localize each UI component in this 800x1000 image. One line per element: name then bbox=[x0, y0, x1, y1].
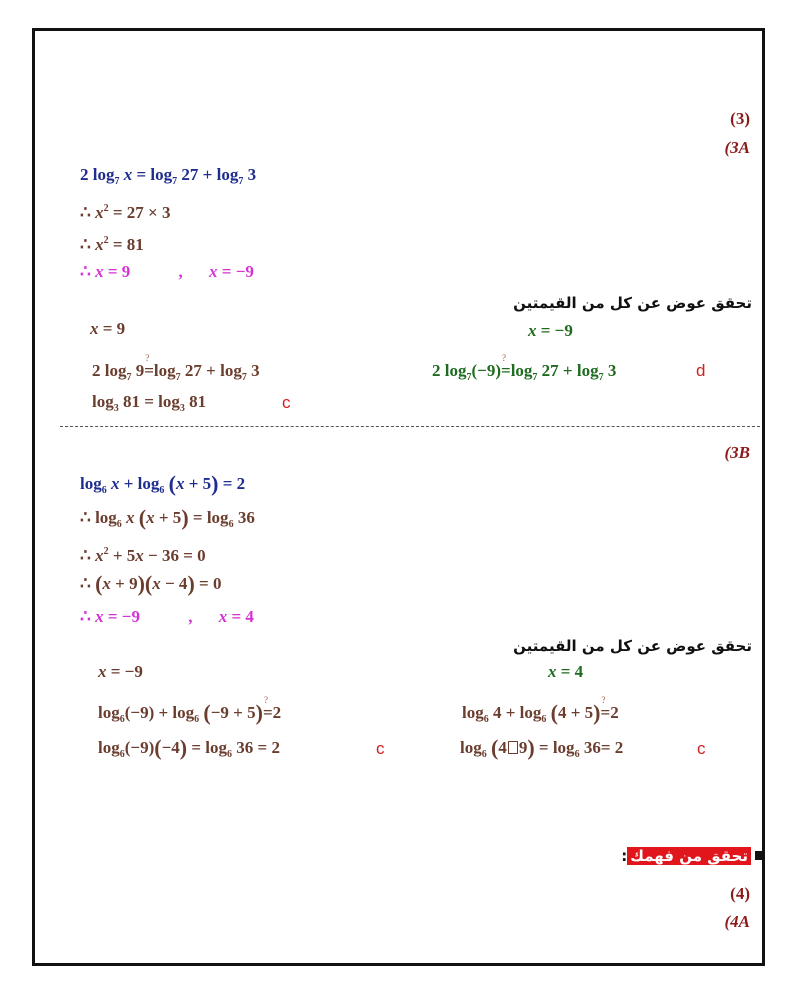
eq-3b-step-1: $\log_6 x + \log_6 (x + 5) = 2$ bbox=[80, 471, 246, 496]
eq-3b-step-3: ∴ $x^2 + 5x - 36 = 0$ bbox=[80, 546, 206, 565]
exercise-4-label: (4) bbox=[730, 884, 750, 903]
section-divider bbox=[60, 426, 760, 427]
eq-3a-step-2: ∴ $x^2 = 27 \times 3$ bbox=[80, 203, 171, 222]
check-3b-left-line-2: $\log_6(-9)(-4) = \log_6 36 = 2$ bbox=[98, 735, 280, 760]
heading-colon: : bbox=[621, 847, 628, 865]
check-3b-left-line-1: $\log_6(-9) + \log_6 (-9 + 5)$? =2 bbox=[98, 702, 281, 731]
check-3b-left-mark: c bbox=[376, 739, 385, 758]
check-3b-left-value: x = −9 bbox=[98, 662, 143, 681]
eq-3b-step-4: ∴ (x + 9)(x − 4) = 0 bbox=[80, 571, 222, 596]
check-understanding-heading bbox=[621, 845, 764, 867]
exercise-3a-label: (3A bbox=[724, 138, 750, 157]
check-3a-right-line-1: 2 $\log_7(-9)$? $=\log_7$ $27 + \log_7 3$ bbox=[432, 360, 616, 389]
square-bullet-icon bbox=[755, 851, 764, 860]
check-both-values-3a: تحقق عوض عن كل من القيمتين bbox=[513, 294, 752, 312]
eq-3b-solutions: ∴ x = −9 , x = 4 bbox=[80, 607, 254, 626]
exercise-3b-label: (3B bbox=[724, 443, 750, 462]
check-3a-left-mark: c bbox=[282, 393, 291, 412]
check-3a-left-line-1: 2 $\log_7 9$? $=\log_7$ $27 + \log_7 3$ bbox=[92, 360, 260, 389]
eq-3b-step-2: ∴ $\log_6 x$ $(x + 5) = \log_6 36$ bbox=[80, 505, 255, 530]
exercise-4a-label: (4A bbox=[724, 912, 750, 931]
check-3b-right-line-1: $\log_6 4 + \log_6 (4 + 5)$? =2 bbox=[462, 702, 619, 731]
check-3b-right-mark: c bbox=[697, 739, 706, 758]
check-3a-left-value: x = 9 bbox=[90, 319, 126, 338]
check-3a-right-mark: d bbox=[696, 361, 706, 380]
check-3b-right-line-2: $\log_6 (4$ $9) = \log_6 36= 2$ bbox=[460, 735, 624, 760]
check-both-values-3b: تحقق عوض عن كل من القيمتين bbox=[513, 637, 752, 655]
check-3a-right-value: x = −9 bbox=[528, 321, 573, 340]
check-3b-right-value: x = 4 bbox=[548, 662, 584, 681]
check-3a-left-line-2: $\log_3 81 = \log_3 81$ bbox=[92, 392, 207, 414]
eq-3a-solutions: ∴ x = 9 , x = −9 bbox=[80, 262, 254, 281]
exercise-3-label: (3) bbox=[730, 109, 750, 128]
eq-3a-step-1: 2 $\log_7 x = \log_7 27 + \log_7 3$ bbox=[80, 165, 257, 187]
eq-3a-step-3: ∴ $x^2 = 81$ bbox=[80, 235, 144, 254]
check-understanding-label: تحقق من فهمك bbox=[627, 847, 751, 865]
